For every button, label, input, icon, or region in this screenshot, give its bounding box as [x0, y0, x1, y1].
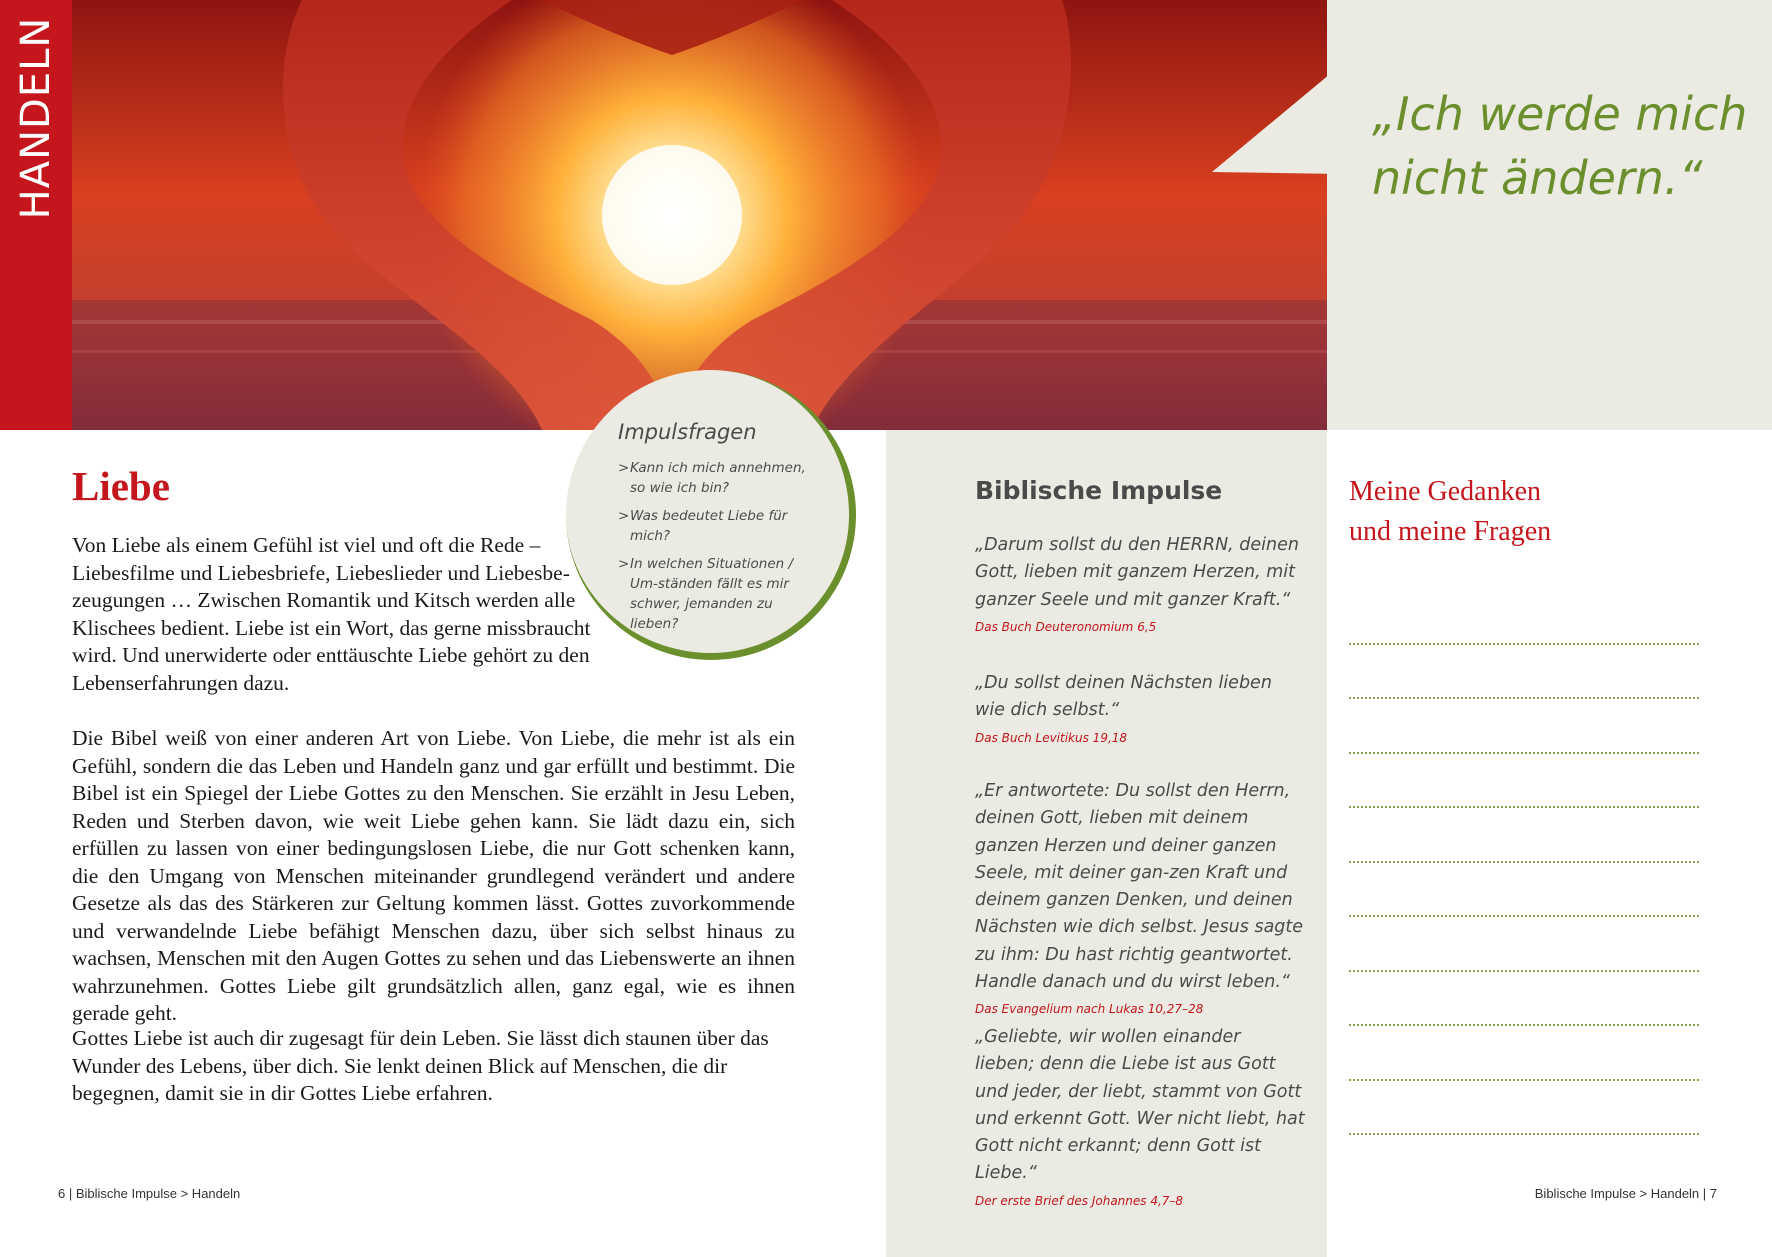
verse-reference: Das Buch Levitikus 19,18 — [975, 730, 1128, 745]
thoughts-title-line: und meine Fragen — [1349, 516, 1552, 547]
note-line — [1349, 1081, 1699, 1136]
verse-reference: Der erste Brief des Johannes 4,7–8 — [975, 1193, 1184, 1208]
note-line — [1349, 1026, 1699, 1081]
pull-quote: „Ich werde mich nicht ändern.“ — [1372, 87, 1748, 205]
bible-verse — [975, 670, 1305, 745]
article-paragraph: Die Bibel weiß von einer anderen Art von Liebe. Von Liebe, die mehr ist als ein Gefühl, sondern die das Leben und Handeln ganz und gar erfüllt und bestimmt. Die Bibel ist ein Spiegel der Liebe Gottes zu den Menschen. Sie erzählt in Jesu Leben, Reden und Sterben davon, wie weit Liebe gehen kann. Sie lädt dazu ein, sich erfüllen zu lassen von einer bedingungslosen Liebe, die nur Gott schenken kann, die den Umgang von Menschen miteinander grundlegend verändert und andere Gesetze als das des Stärkeren zur Geltung kommen lässt. Gottes zuvorkommende und verwandelnde Liebe befähigt Menschen dazu, über sich selbst hinaus zu wachsen, Menschen mit den Augen Gottes zu sehen und das Liebenswerte an ihnen wahrzunehmen. Gottes Liebe gilt grundsätzlich allen, ganz egal, wie es ihnen gerade geht. — [72, 726, 795, 1025]
note-lines — [1349, 590, 1699, 1135]
bible-verse — [975, 778, 1305, 1016]
verse-reference: Das Buch Deuteronomium 6,5 — [975, 619, 1157, 634]
verse-text: „Er antwortete: Du sollst den Herrn, deinen Gott, lieben mit deinem ganzen Herzen und deiner ganzen Seele, mit deiner gan-zen Kraft und deinem ganzen Denken, und deinen Nächsten wie dich selbst. Jesus sagte zu ihm: Du hast richtig geantwortet. Handle danach und du wirst leben.“ — [975, 781, 1304, 993]
thoughts-title — [1349, 472, 1709, 552]
note-line — [1349, 590, 1699, 645]
biblische-impulse-title: Biblische Impulse — [975, 476, 1223, 505]
heart-hands-sunset-image — [72, 0, 1327, 430]
section-tab-label: HANDELN — [13, 16, 59, 220]
note-line — [1349, 808, 1699, 863]
note-line — [1349, 863, 1699, 918]
verse-reference: Das Evangelium nach Lukas 10,27–28 — [975, 1002, 1204, 1017]
impulsfragen-title: Impulsfragen — [618, 420, 757, 444]
impulsfragen-item: > Was bedeutet Liebe für mich? — [618, 506, 823, 546]
verse-text: „Geliebte, wir wollen einander lieben; denn die Liebe ist aus Gott und jeder, der liebt, stammt von Gott und erkennt Gott. Wer nicht liebt, hat Gott nicht erkannt; denn Gott ist Liebe.“ — [975, 1027, 1305, 1184]
speech-bubble-tail — [1212, 64, 1342, 174]
impulsfragen-item: > In welchen Situationen / Um-ständen fällt es mir schwer, jemanden zu lieben? — [618, 554, 823, 634]
impulsfragen-item: > Kann ich mich annehmen, so wie ich bin? — [618, 458, 823, 498]
section-tab — [0, 0, 72, 430]
bible-verse — [975, 1024, 1305, 1208]
footer-left: 6 | Biblische Impulse > Handeln — [58, 1186, 241, 1201]
bible-verse — [975, 532, 1305, 634]
article-paragraph: Von Liebe als einem Gefühl ist viel und oft die Rede – Liebesfilme und Liebesbriefe, Liebeslieder und Liebesbe-zeugungen … Zwischen Romantik und Kitsch werden alle Klischees bedient. Liebe ist ein Wort, das gerne missbraucht wird. Und unerwiderte oder enttäuschte Liebe gehört zu den Lebenserfahrungen dazu. — [72, 533, 591, 695]
note-line — [1349, 645, 1699, 700]
note-line — [1349, 972, 1699, 1027]
note-line — [1349, 699, 1699, 754]
article-heading: Liebe — [72, 463, 170, 509]
note-line — [1349, 917, 1699, 972]
quote-panel — [1327, 0, 1772, 430]
article-paragraph: Gottes Liebe ist auch dir zugesagt für dein Leben. Sie lässt dich staunen über das Wunder des Lebens, über dich. Sie lenkt deinen Blick auf Menschen, die dir begegnen, damit sie in dir Gottes Liebe erfahren. — [72, 1026, 769, 1105]
impulsfragen-list — [618, 458, 823, 642]
note-line — [1349, 754, 1699, 809]
verse-text: „Darum sollst du den HERRN, deinen Gott, lieben mit ganzem Herzen, mit ganzer Seele und mit ganzer Kraft.“ — [975, 535, 1299, 610]
footer-right: Biblische Impulse > Handeln | 7 — [1534, 1186, 1717, 1201]
hero-image — [72, 0, 1327, 430]
verse-text: „Du sollst deinen Nächsten lieben wie dich selbst.“ — [975, 673, 1272, 721]
thoughts-title-line: Meine Gedanken — [1349, 476, 1542, 507]
